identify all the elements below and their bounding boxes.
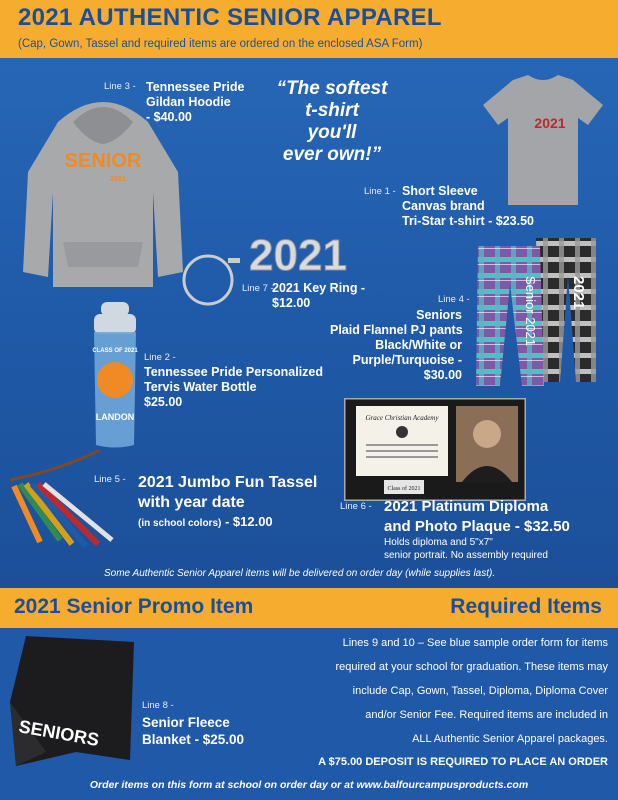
water-bottle-image [88,300,143,450]
deposit-notice: A $75.00 DEPOSIT IS REQUIRED TO PLACE AN ORDER [318,756,608,768]
plaque-line: Line 6 - [340,501,372,512]
bottle-print: CLASS OF 2021 [92,348,138,354]
hoodie-line: Line 3 - [104,81,136,92]
required-title: Required Items [450,595,602,618]
blanket-line: Line 8 - [142,700,174,711]
footer-order-info: Order items on this form at school on order day or at www.balfourcampusproducts.com [89,779,529,791]
pj-print-a: Senior 2021 [523,276,538,347]
bottle-line: Line 2 - [144,352,176,363]
keyring-name: 2021 Key Ring - $12.00 [272,281,366,310]
pj-pants-image [474,236,599,388]
page-subtitle: (Cap, Gown, Tassel and required items are ordered on the enclosed ASA Form) [18,38,423,50]
hoodie-name: Tennessee Pride Gildan Hoodie - $40.00 [146,80,245,124]
tassel-detail: (in school colors) [138,518,222,529]
blanket-image [6,632,140,772]
pj-line: Line 4 - [438,294,470,305]
tshirt-name: Short Sleeve Canvas brand Tri-Star t-shirt - $23.50 [402,184,534,228]
plaque-detail: Holds diploma and 5"x7" senior portrait. No assembly required [384,537,548,561]
diploma-plaque-image [344,398,526,501]
pj-name: Seniors Plaid Flannel PJ pants Black/White or Purple/Turquoise - $30.00 [330,308,463,382]
required-line-5: ALL Authentic Senior Apparel packages. [412,733,608,745]
required-line-1: Lines 9 and 10 – See blue sample order form for items [342,637,608,649]
tassel-name: 2021 Jumbo Fun Tassel with year date [138,474,318,511]
promo-title: 2021 Senior Promo Item [14,595,254,618]
blanket-name: Senior Fleece Blanket - $25.00 [142,715,245,747]
delivery-notice: Some Authentic Senior Apparel items will be delivered on order day (while supplies last). [104,568,496,579]
tshirt-print: 2021 [534,115,566,131]
required-line-4: and/or Senior Fee. Required items are included in [365,709,608,721]
tassel-price: - $12.00 [221,514,273,529]
plaque-school: Grace Christian Academy [365,414,439,422]
keyring-text: 2021 [249,231,347,280]
hoodie-print: SENIOR [64,150,142,172]
tassel-line: Line 5 - [94,474,126,485]
required-line-2: required at your school for graduation. These items may [335,661,608,673]
plaque-plate: Class of 2021 [387,486,421,492]
required-line-3: include Cap, Gown, Tassel, Diploma, Diploma Cover [352,685,608,697]
pj-print-b: 2021 [570,276,587,310]
bottle-name: Tennessee Pride Personalized Tervis Water Bottle $25.00 [144,365,324,409]
keyring-line: Line 7 - [242,283,274,294]
tshirt-quote: “The softest t-shirt you'll ever own!” [276,78,388,165]
tshirt-line: Line 1 - [364,186,396,197]
plaque-name: 2021 Platinum Diploma and Photo Plaque - $32.50 [384,498,570,535]
page-title: 2021 AUTHENTIC SENIOR APPAREL [18,4,442,31]
hoodie-print-year: 2021 [110,176,126,183]
tassel-image [0,440,140,560]
blanket-print: SENIORS [17,716,101,751]
bottle-print-name: LANDON [95,412,135,422]
